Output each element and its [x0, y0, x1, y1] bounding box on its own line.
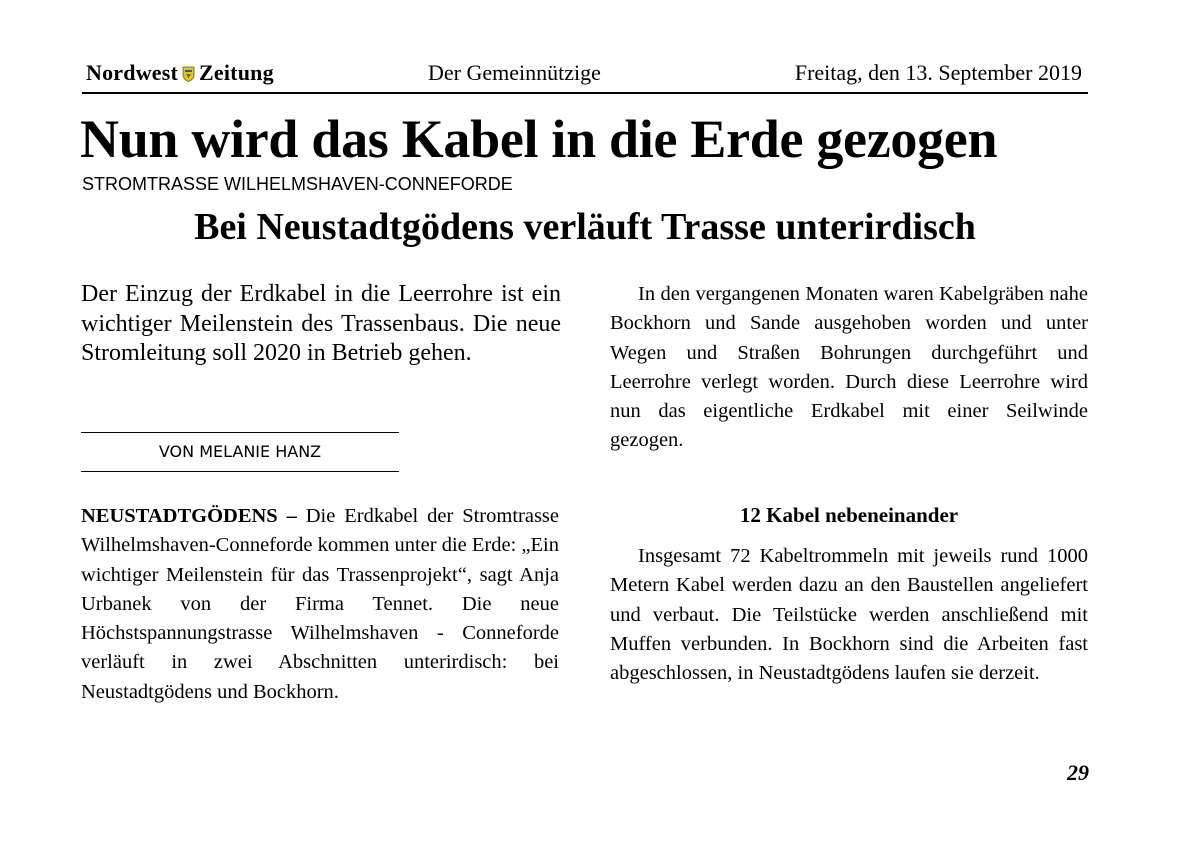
article-body-paragraph-1: [81, 502, 559, 707]
article-crosshead: 12 Kabel nebeneinander: [739, 503, 959, 527]
coat-of-arms-icon: [182, 66, 195, 82]
article-body-paragraph-2: In den vergangenen Monaten waren Kabelgräben nahe Bockhorn und Sande ausgehoben worden und unter Wegen und Straßen Bohrungen durchgeführt und Leerrohre verlegt worden. Durch diese Leerrohre wird nun das eigentliche Erdkabel mit einer Seilwinde gezogen.: [610, 283, 1088, 452]
edition-name: Der Gemeinnützige: [428, 60, 601, 85]
newspaper-brand: [86, 60, 274, 86]
article-headline: Nun wird das Kabel in die Erde gezogen: [80, 109, 998, 169]
page-number: 29: [1067, 760, 1089, 785]
masthead: [82, 58, 1088, 94]
article-kicker: STROMTRASSE WILHELMSHAVEN-CONNEFORDE: [82, 174, 513, 194]
brand-left: Nordwest: [86, 60, 179, 85]
article-lead: Der Einzug der Erdkabel in die Leerrohre ist ein wichtiger Meilenstein des Trassenbaus. Die neue Stromleitung soll 2020 in Betrieb gehen.: [81, 281, 561, 366]
article-body-paragraph-3: Insgesamt 72 Kabeltrommeln mit jeweils rund 1000 Metern Kabel werden dazu an den Baustellen angeliefert und verbaut. Die Teilstücke werden anschließend mit Muffen verbunden. In Bockhorn sind die Arbeiten fast abgeschlossen, in Neustadtgödens laufen sie derzeit.: [610, 545, 1088, 685]
article-dateline: NEUSTADTGÖDENS –: [81, 505, 297, 527]
issue-date: Freitag, den 13. September 2019: [794, 60, 1082, 85]
article-byline: VON MELANIE HANZ: [81, 432, 399, 472]
brand-right: Zeitung: [199, 60, 274, 85]
article-body-text-1: Die Erdkabel der Stromtrasse Wilhelmshaven-Conneforde kommen unter die Erde: „Ein wichtiger Meilenstein für das Trassenprojekt“, sagt Anja Urbanek von der Firma Tennet. Die neue Höchstspannungstrasse Wilhelmshaven - Conneforde verläuft in zwei Abschnitten unterirdisch: bei Neustadtgödens und Bockhorn.: [81, 505, 560, 703]
article-subheadline: Bei Neustadtgödens verläuft Trasse unterirdisch: [194, 206, 976, 248]
